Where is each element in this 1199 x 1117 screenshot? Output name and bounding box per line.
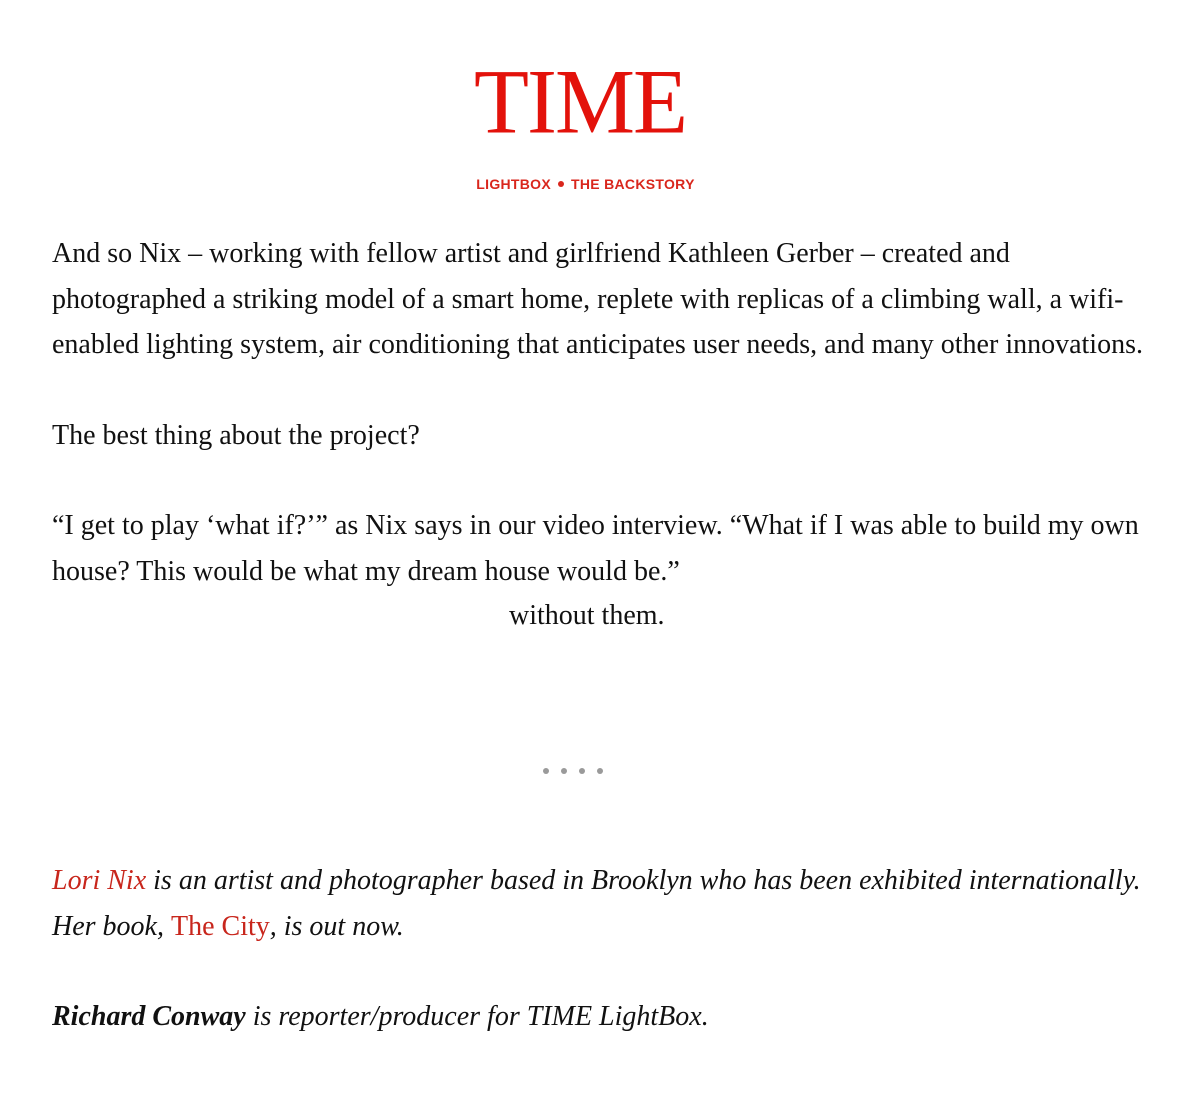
article-body: [52, 231, 1162, 639]
author-bios: [52, 858, 1162, 1085]
time-logo[interactable]: TIME: [474, 52, 686, 153]
bio-lori-nix: [52, 858, 1162, 949]
divider-dot: [597, 768, 603, 774]
article-paragraph: “I get to play ‘what if?’” as Nix says in our video interview. “What if I was able to build my own house? This would be what my dream house would be.”: [52, 510, 1139, 587]
divider-dot: [543, 768, 549, 774]
section-lightbox-link[interactable]: LIGHTBOX: [476, 176, 552, 192]
bio-text: is reporter/producer for TIME LightBox.: [245, 1001, 709, 1032]
divider-dot: [561, 768, 567, 774]
bio-text: , is out now.: [269, 910, 404, 942]
lori-nix-link[interactable]: Lori Nix: [52, 865, 147, 896]
bio-richard-conway: [52, 994, 1162, 1040]
the-city-book-link[interactable]: The City: [170, 910, 270, 942]
article-paragraph: The best thing about the project?: [52, 419, 420, 451]
bio-text: is an artist and photographer based in Brooklyn who has been exhibited internationally. Her book,: [52, 865, 1141, 942]
article-paragraph: And so Nix – working with fellow artist and girlfriend Kathleen Gerber – created and photographed a striking model of a smart home, replete with replicas of a climbing wall, a wifi-enabled lighting system, air conditioning that anticipates user needs, and many other innovations.: [52, 238, 1143, 360]
divider-dot: [579, 768, 585, 774]
section-backstory-link[interactable]: THE BACKSTORY: [571, 176, 695, 192]
overlapping-text-fragment: without them.: [503, 598, 669, 634]
section-kicker: [0, 176, 1171, 192]
bullet-separator-icon: [558, 181, 564, 187]
section-divider: [543, 768, 603, 778]
richard-conway-name: Richard Conway: [52, 1001, 246, 1032]
